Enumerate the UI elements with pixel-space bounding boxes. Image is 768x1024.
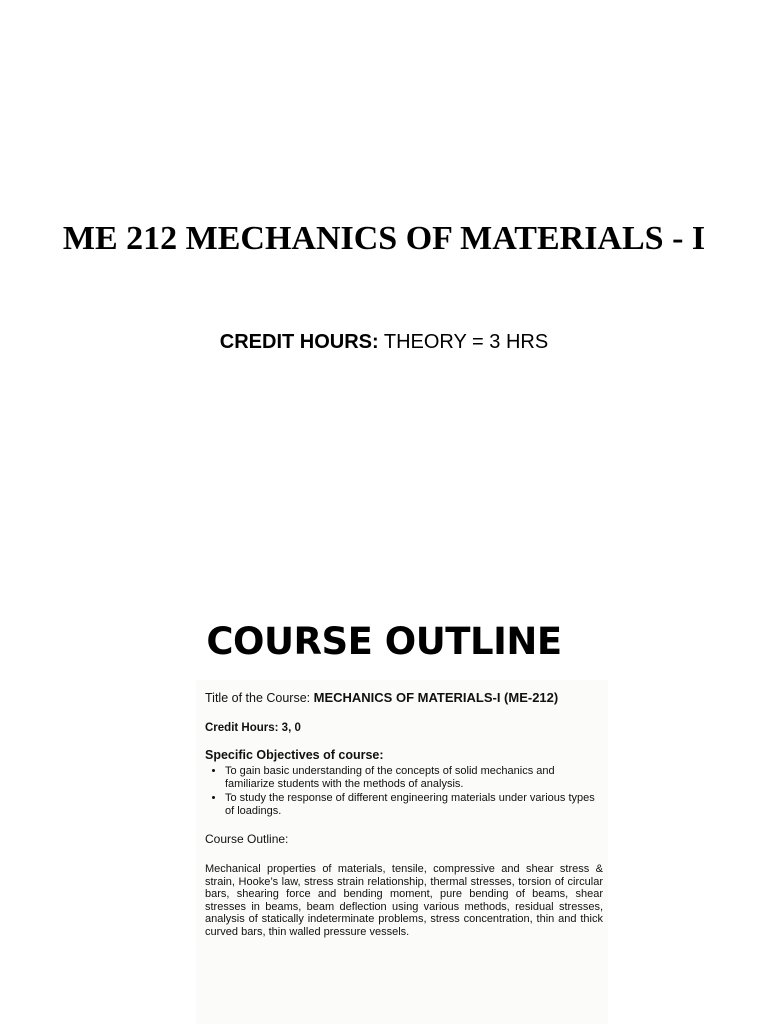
credit-hours-value: THEORY = 3 HRS [383,331,549,353]
objective-item: • To study the response of different engineering materials under various types of loadings. [225,792,605,818]
course-outline-heading: COURSE OUTLINE [206,620,562,663]
course-title: ME 212 MECHANICS OF MATERIALS - I [62,220,706,257]
course-title-row [205,690,558,705]
credit-hours-row: Credit Hours: 3, 0 [205,722,301,734]
objectives-heading: Specific Objectives of course: [205,748,384,762]
credit-hours-label: CREDIT HOURS: [219,331,379,353]
credit-hours-line [0,331,768,354]
objective-item: • To gain basic understanding of the concepts of solid mechanics and familiarize students with the methods of analysis. [225,765,605,791]
outline-subheading: Course Outline: [205,832,289,846]
outline-paragraph: Mechanical properties of materials, tensile, compressive and shear stress & strain, Hooke’s law, stress strain relationship, thermal stresses, torsion of circular bars, shearing force and bending moment, pure bending of beams, shear stresses in beams, beam deflection using various methods, residual stresses, analysis of statically indeterminate problems, stress concentration, thin and thick curved bars, thin walled pressure vessels. [205,863,603,938]
scanned-outline-excerpt [196,680,608,1024]
course-title-label: Title of the Course: [205,691,311,705]
objectives-list [205,765,605,819]
course-title-value: MECHANICS OF MATERIALS-I (ME-212) [313,690,559,705]
